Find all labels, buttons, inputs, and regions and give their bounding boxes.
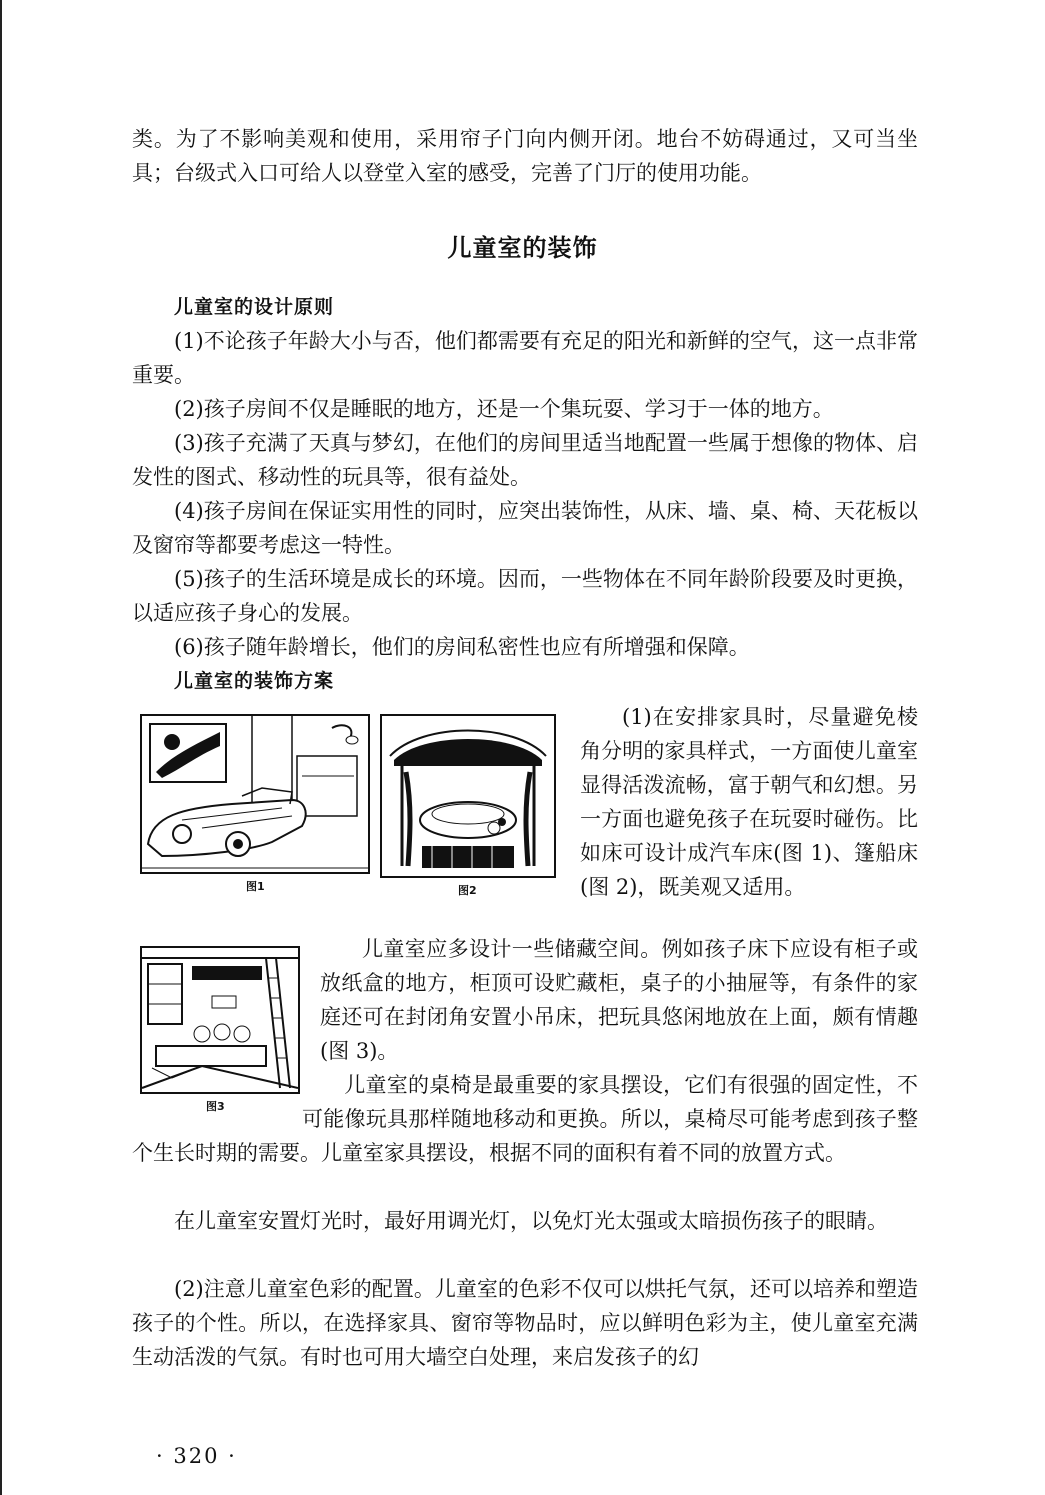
principle-item-5: (5)孩子的生活环境是成长的环境。因而，一些物体在不同年龄阶段要及时更换，以适应孩子身心的发展。 xyxy=(132,567,918,625)
section-title: 儿童室的装饰 xyxy=(447,234,598,262)
plan-paragraph-1: (1)在安排家具时，尽量避免棱角分明的家具样式，一方面使儿童室显得活泼流畅，富于朝气和幻想。另一方面也避免孩子在玩耍时碰伤。比如床可设计成汽车床(图 1)、篷船床(图 2)，既美观又适用。 xyxy=(580,705,918,899)
plan-paragraph-2: 儿童室应多设计一些储藏空间。例如孩子床下应设有柜子或放纸盒的地方，柜顶可设贮藏柜，桌子的小抽屉等，有条件的家庭还可在封闭角安置小吊床，把玩具悠闲地放在上面，颇有情趣(图 3)。 xyxy=(320,937,918,1063)
boat-bed-illustration xyxy=(382,716,554,876)
principle-item-3: (3)孩子充满了天真与梦幻，在他们的房间里适当地配置一些属于想像的物体、启发性的图式、移动性的玩具等，很有益处。 xyxy=(132,431,918,489)
car-bed-illustration xyxy=(142,716,368,872)
principle-item-6: (6)孩子随年龄增长，他们的房间私密性也应有所增强和保障。 xyxy=(174,635,750,659)
float-spacer xyxy=(132,1068,302,1136)
principle-item-4: (4)孩子房间在保证实用性的同时，应突出装饰性，从床、墙、桌、椅、天花板以及窗帘等都要考虑这一特性。 xyxy=(132,499,918,557)
figure-2-boat-bed xyxy=(380,714,556,878)
plan-paragraph-4: 在儿童室安置灯光时，最好用调光灯，以免灯光太强或太暗损伤孩子的眼睛。 xyxy=(174,1209,888,1233)
figure-3-caption: 图3 xyxy=(206,1100,225,1113)
principle-item-1: (1)不论孩子年龄大小与否，他们都需要有充足的阳光和新鲜的空气，这一点非常重要。 xyxy=(132,329,918,387)
figure-2-caption: 图2 xyxy=(458,884,477,897)
intro-paragraph: 类。为了不影响美观和使用，采用帘子门向内侧开闭。地台不妨碍通过，又可当坐具；台级式入口可给人以登堂入室的感受，完善了门厅的使用功能。 xyxy=(132,127,918,185)
plan-paragraph-5: (2)注意儿童室色彩的配置。儿童室的色彩不仅可以烘托气氛，还可以培养和塑造孩子的个性。所以，在选择家具、窗帘等物品时，应以鲜明色彩为主，使儿童室充满生动活泼的气氛。有时也可用大墙空白处理，来启发孩子的幻 xyxy=(132,1277,918,1369)
plan-heading: 儿童室的装饰方案 xyxy=(174,670,335,692)
figure-1-caption: 图1 xyxy=(246,880,265,893)
figure-1-car-bed xyxy=(140,714,370,874)
principle-item-2: (2)孩子房间不仅是睡眠的地方，还是一个集玩耍、学习于一体的地方。 xyxy=(174,397,834,421)
page-edge xyxy=(0,0,2,1495)
plan-paragraph-3-text: 儿童室的桌椅是最重要的家具摆设，它们有很强的固定性，不可能像玩具那样随地移动和更换。所以，桌椅尽可能考虑到孩子整个生长时期的需要。儿童室家具摆设，根据不同的面积有着不同的放置方式。 xyxy=(132,1073,918,1165)
page-number: · 320 · xyxy=(156,1444,237,1468)
plan-paragraph-3 xyxy=(132,1068,918,1170)
principles-heading: 儿童室的设计原则 xyxy=(174,296,335,318)
